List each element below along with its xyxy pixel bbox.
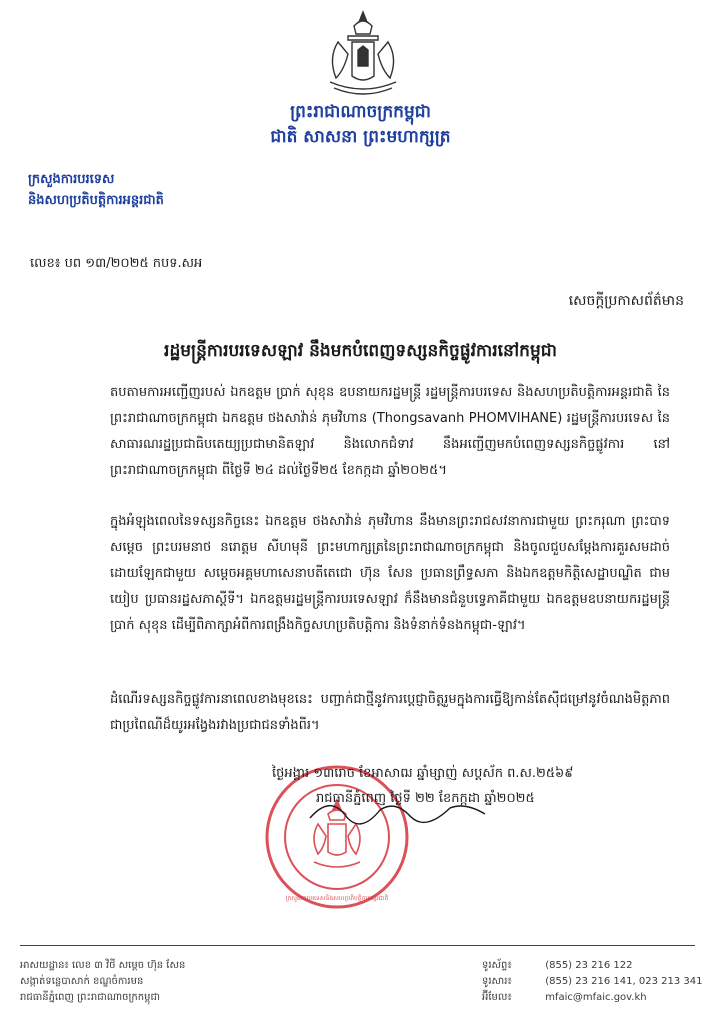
address-line-1: អាសយដ្ឋាន៖ លេខ ៣ វិថី សម្តេច ហ៊ុន សែន bbox=[20, 960, 186, 971]
footer-divider bbox=[20, 945, 695, 946]
phone-row bbox=[482, 958, 703, 974]
paragraph-1: តបតាមការអញ្ជើញរបស់ ឯកឧត្តម ប្រាក់ សុខុន ឧបនាយករដ្ឋមន្ត្រី រដ្ឋមន្ត្រីការបរទេស និងសហប្រតិបត្តិការអន្តរជាតិ នៃព្រះរាជាណាចក្រកម្ពុជា ឯកឧត្តម ថងសាវ៉ាន់ ភុមវិហាន (Thongsavanh PHOMVIHANE) រដ្ឋមន្ត្រីការបរទេស នៃសាធារណរដ្ឋប្រជាធិបតេយ្យប្រជាមានិតឡាវ និងលោកជំទាវ នឹងអញ្ជើញមកបំពេញទស្សនកិច្ចផ្លូវការ នៅព្រះរាជាណាចក្រកម្ពុជា ពីថ្ងៃទី ២៤ ដល់ថ្ងៃទី២៥ ខែកក្កដា ឆ្នាំ២០២៥។ bbox=[110, 385, 670, 478]
address-line-3: រាជធានីភ្នំពេញ ព្រះរាជាណាចក្រកម្ពុជា bbox=[20, 992, 160, 1003]
paragraph-3: ដំណើរទស្សនកិច្ចផ្លូវការនាពេលខាងមុខនេះ បញ្ជាក់ជាថ្មីនូវការប្តេជ្ញាចិត្តរួមក្នុងការធ្វើឱ្យកាន់តែស៊ីជម្រៅនូវចំណងមិត្តភាពជាប្រពៃណីដ៏យូរអង្វែងរវាងប្រជាជនទាំងពីរ។ bbox=[110, 692, 670, 733]
nation-motto: ជាតិ សាសនា ព្រះមហាក្សត្រ bbox=[270, 127, 451, 147]
ministry-seal-icon bbox=[262, 762, 412, 912]
footer-address bbox=[20, 958, 185, 1006]
paragraph-2: ក្នុងអំឡុងពេលនៃទស្សនកិច្ចនេះ ឯកឧត្តម ថងសាវ៉ាន់ ភុមវិហាន នឹងមានព្រះរាជសវនាការជាមួយ ព្រះករុណា ព្រះបាទសម្តេច ព្រះបរមនាថ នរោត្តម សីហមុនី ព្រះមហាក្សត្រនៃព្រះរាជាណាចក្រកម្ពុជា និងចូលជួបសម្តែងការគួរសមដាច់ដោយឡែកជាមួយ សម្តេចអគ្គមហាសេនាបតីតេជោ ហ៊ុន សែន ប្រធានព្រឹទ្ធសភា និងឯកឧត្តមកិត្តិសេដ្ឋាបណ្ឌិត ជាម យៀប ប្រធានរដ្ឋសភាស្តីទី។ ឯកឧត្តមរដ្ឋមន្ត្រីការបរទេសឡាវ ក៏នឹងមានជំនួបទ្វេភាគីជាមួយ ឯកឧត្តមឧបនាយករដ្ឋមន្ត្រី ប្រាក់ សុខុន ដើម្បីពិភាក្សាអំពីការពង្រឹងកិច្ចសហប្រតិបត្តិការ និងទំនាក់ទំនងកម្ពុជា-ឡាវ។ bbox=[110, 514, 670, 633]
date-lunar: ថ្ងៃអង្គារ ១៣រោច ខែអាសាឍ ឆ្នាំម្សាញ់ សប្តស័ក ព.ស.២៥៦៩ bbox=[272, 766, 574, 781]
phone-value: (855) 23 216 122 bbox=[545, 960, 633, 971]
fax-row bbox=[482, 974, 703, 990]
email-label: អ៊ីមែល៖ bbox=[482, 992, 512, 1003]
fax-value: (855) 23 216 141, 023 213 341 bbox=[545, 976, 703, 987]
email-value[interactable]: mfaic@mfaic.gov.kh bbox=[545, 992, 647, 1003]
footer-contacts bbox=[482, 958, 703, 1006]
ministry-name-line2: និងសហប្រតិបត្តិការអន្តរជាតិ bbox=[28, 193, 164, 208]
press-release-title: រដ្ឋមន្ត្រីការបរទេសឡាវ នឹងមកបំពេញទស្សនកិច្ចផ្លូវការនៅកម្ពុជា bbox=[164, 341, 557, 361]
fax-label: ទូរសារ៖ bbox=[482, 976, 512, 987]
email-row bbox=[482, 990, 703, 1006]
reference-number: លេខ៖ បព ១៣/២០២៥ កបទ.សអ bbox=[30, 256, 203, 271]
ministry-name-line1: ក្រសួងការបរទេស bbox=[28, 172, 115, 187]
document-type: សេចក្តីប្រកាសព័ត៌មាន bbox=[568, 293, 684, 309]
phone-label: ទូរស័ព្ទ៖ bbox=[482, 960, 512, 971]
signature-icon bbox=[300, 790, 500, 830]
address-line-2: សង្កាត់ទន្លេបាសាក់ ខណ្ឌចំការមន bbox=[20, 976, 144, 987]
date-solar: រាជធានីភ្នំពេញ ថ្ងៃទី ២២ ខែកក្កដា ឆ្នាំ២០២៥ bbox=[316, 791, 535, 806]
kingdom-title: ព្រះរាជាណាចក្រកម្ពុជា bbox=[290, 102, 431, 122]
svg-text:ក្រសួងការបរទេសនិងសហប្រតិបត្តិក: ក្រសួងការបរទេសនិងសហប្រតិបត្តិការអន្តរជាតិ bbox=[285, 895, 389, 902]
royal-emblem-icon bbox=[318, 8, 408, 100]
